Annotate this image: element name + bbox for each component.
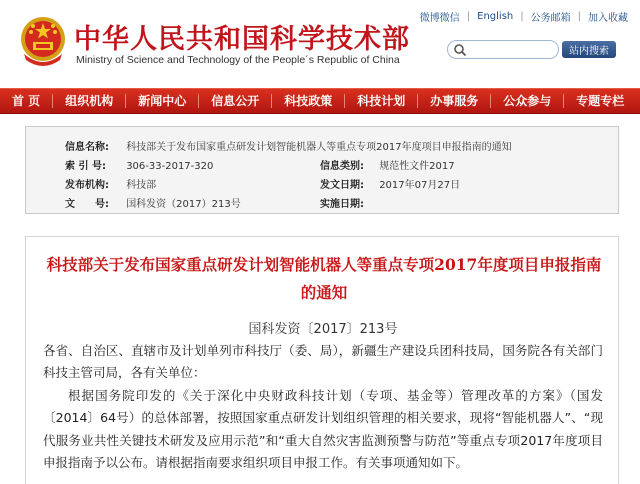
nav-separator: [563, 94, 564, 108]
info-date-value: 2017年07月27日: [379, 180, 461, 191]
nav-separator: [490, 94, 491, 108]
info-docno-label: 文 号:: [65, 199, 109, 210]
site-header: [0, 0, 640, 84]
search-icon: [453, 43, 467, 57]
info-row-date: [320, 176, 460, 191]
info-category-label: 信息类别:: [320, 161, 364, 172]
article-doc-number: 国科发资〔2017〕213号: [248, 322, 398, 337]
top-link-favorite[interactable]: 加入收藏: [588, 13, 628, 24]
info-issuer-label: 发布机构:: [65, 180, 109, 191]
top-link-email[interactable]: 公务邮箱: [530, 13, 571, 24]
search-input[interactable]: [470, 42, 556, 57]
info-index-value: 306-33-2017-320: [126, 161, 214, 172]
nav-separator: [271, 94, 272, 108]
article-recipients: 各省、自治区、直辖市及计划单列市科技厅（委、局），新疆生产建设兵团科技局，国务院各有关部门科技主管司局，各有关单位：: [43, 343, 603, 381]
info-row-issuer: [65, 176, 156, 191]
article: [25, 236, 619, 484]
nav-separator: [125, 94, 126, 108]
top-links: [420, 9, 628, 24]
info-effective-label: 实施日期:: [320, 199, 364, 210]
nav-item-topics[interactable]: 专题专栏: [576, 94, 625, 108]
article-body: [43, 340, 603, 474]
nav-item-disclosure[interactable]: 信息公开: [211, 94, 260, 108]
info-row-category: [320, 157, 455, 172]
info-name-value: 科技部关于发布国家重点研发计划智能机器人等重点专项2017年度项目申报指南的通知: [126, 142, 512, 153]
nav-item-participation[interactable]: 公众参与: [503, 94, 552, 108]
article-paragraph: 根据国务院印发的《关于深化中央财政科技计划（专项、基金等）管理改革的方案》（国发〔2014〕64号）的总体部署，按照国家重点研发计划组织管理的相关要求，现将“智能机器人”、“现代服务业共性关键技术研发及应用示范”和“重大自然灾害监测预警与防范”等重点专项2017年度项目申报指南予以公布。请根据指南要求组织项目申报工作。有关事项通知如下。: [43, 387, 603, 471]
nav-item-policy[interactable]: 科技政策: [284, 94, 333, 108]
info-category-value: 规范性文件2017: [379, 161, 455, 172]
info-name-label: 信息名称:: [65, 142, 109, 153]
top-link-separator: |: [466, 11, 471, 22]
info-row-effective: [320, 195, 376, 210]
main-nav: [0, 88, 640, 114]
national-emblem-icon[interactable]: [18, 14, 68, 68]
search-button[interactable]: 站内搜索: [562, 41, 616, 58]
nav-separator: [198, 94, 199, 108]
nav-item-programs[interactable]: 科技计划: [357, 94, 406, 108]
info-date-label: 发文日期:: [320, 180, 364, 191]
info-row-index: [65, 157, 213, 172]
top-link-separator: |: [520, 11, 524, 22]
document-info-box: [25, 126, 619, 214]
top-link-weibo[interactable]: 微博微信: [419, 13, 460, 24]
article-title: 科技部关于发布国家重点研发计划智能机器人等重点专项2017年度项目申报指南的通知: [46, 255, 602, 302]
search-box: [447, 40, 559, 59]
nav-separator: [52, 94, 53, 108]
info-row-name: [65, 138, 512, 153]
info-issuer-value: 科技部: [126, 180, 157, 191]
top-link-separator: |: [577, 11, 581, 22]
nav-separator: [344, 94, 345, 108]
info-index-label: 索 引 号:: [65, 161, 106, 172]
nav-item-home[interactable]: 首 页: [12, 94, 41, 108]
top-link-english[interactable]: English: [477, 11, 514, 22]
site-subtitle: Ministry of Science and Technology of the People´s Republic of China: [76, 54, 400, 66]
nav-item-organization[interactable]: 组织机构: [65, 94, 114, 108]
nav-separator: [417, 94, 418, 108]
info-docno-value: 国科发资（2017）213号: [126, 199, 241, 210]
site-title: 中华人民共和国科学技术部: [74, 24, 410, 55]
info-row-docno: [65, 195, 241, 210]
nav-item-news[interactable]: 新闻中心: [138, 94, 187, 108]
nav-item-services[interactable]: 办事服务: [430, 94, 479, 108]
